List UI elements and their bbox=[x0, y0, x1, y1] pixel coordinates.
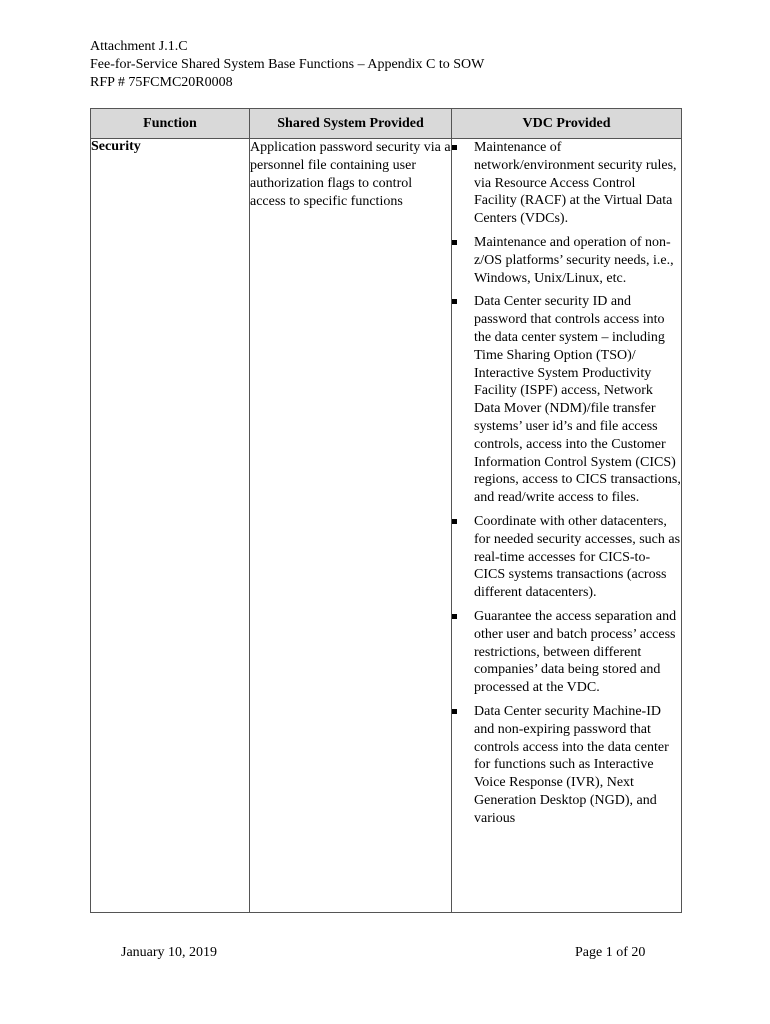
table-header-row bbox=[91, 109, 682, 139]
bullet-icon bbox=[452, 709, 457, 714]
bullet-icon bbox=[452, 519, 457, 524]
rfp-number: RFP # 75FCMC20R0008 bbox=[90, 75, 233, 90]
page-number: Page 1 of 20 bbox=[575, 945, 646, 960]
shared-system-cell: Application password security via a personnel file containing user authorization flags to control access to specific functions bbox=[250, 139, 452, 913]
attachment-label: Attachment J.1.C bbox=[90, 39, 188, 54]
list-item-text: Data Center security ID and password that controls access into the data center system – including Time Sharing Option (TSO)/ Interactive System Productivity Facility (ISPF) access, Network Data Mover (NDM)/file transfer systems’ user id’s and file access controls, access into the Customer Information Control System (CICS) regions, access to CICS transactions, and read/write access to files. bbox=[474, 294, 681, 506]
list-item-text: Maintenance of network/environment security rules, via Resource Access Control Facility (RACF) at the Virtual Data Centers (VDCs). bbox=[474, 140, 677, 227]
bullet-icon bbox=[452, 240, 457, 245]
list-item bbox=[452, 139, 681, 228]
column-header-vdc: VDC Provided bbox=[452, 109, 682, 139]
functions-table bbox=[90, 108, 682, 913]
column-header-function: Function bbox=[91, 109, 250, 139]
list-item-text: Maintenance and operation of non-z/OS platforms’ security needs, i.e., Windows, Unix/Linux, etc. bbox=[474, 234, 674, 286]
bullet-icon bbox=[452, 299, 457, 304]
table-row bbox=[91, 139, 682, 913]
list-item-text: Data Center security Machine-ID and non-expiring password that controls access into the data center for functions such as Interactive Voice Response (IVR), Next Generation Desktop (NGD), and various bbox=[474, 703, 669, 826]
list-item bbox=[452, 293, 681, 507]
document-title: Fee-for-Service Shared System Base Functions – Appendix C to SOW bbox=[90, 57, 485, 72]
function-cell: Security bbox=[91, 139, 250, 913]
list-item-text: Guarantee the access separation and other user and batch process’ access restrictions, between different companies’ data being stored and processed at the VDC. bbox=[474, 608, 677, 696]
vdc-list bbox=[452, 139, 681, 827]
document-header bbox=[90, 38, 484, 92]
list-item bbox=[452, 513, 681, 602]
column-header-shared-system: Shared System Provided bbox=[250, 109, 452, 139]
bullet-icon bbox=[452, 145, 457, 150]
vdc-cell bbox=[452, 139, 682, 913]
footer-date: January 10, 2019 bbox=[121, 945, 218, 960]
list-item bbox=[452, 608, 681, 697]
list-item bbox=[452, 234, 681, 287]
bullet-icon bbox=[452, 614, 457, 619]
list-item bbox=[452, 703, 681, 828]
list-item-text: Coordinate with other datacenters, for needed security accesses, such as real-time accesses for CICS-to-CICS systems transactions (across different datacenters). bbox=[474, 513, 681, 601]
